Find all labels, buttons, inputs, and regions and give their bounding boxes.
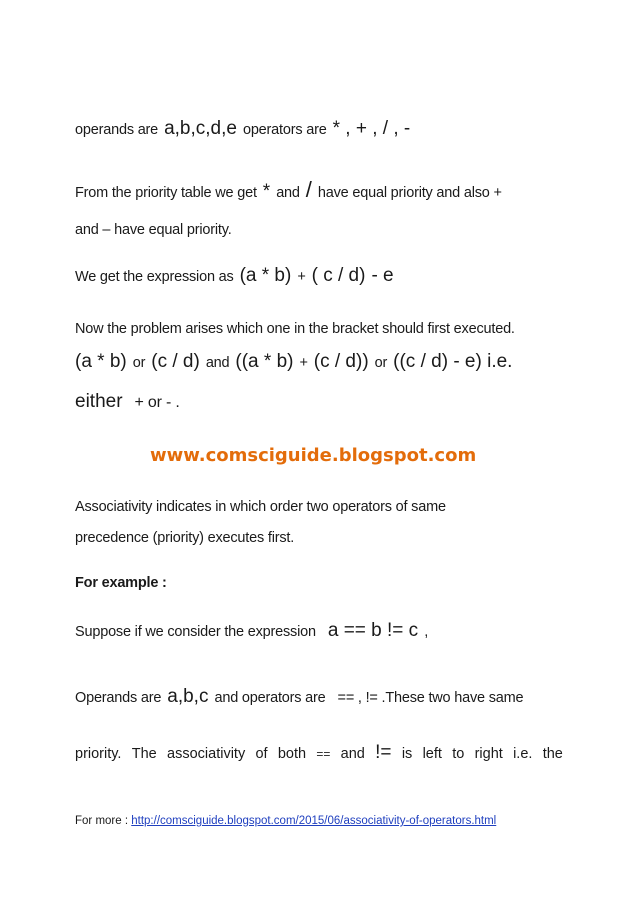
watermark-url: www.comsciguide.blogspot.com (150, 445, 477, 466)
example-heading: For example : (75, 575, 167, 591)
footer-label: For more : (75, 815, 129, 827)
suppose-line: Suppose if we consider the expression a == b != c , (75, 620, 429, 641)
associativity-definition-line-1: Associativity indicates in which order two operators of same (75, 499, 446, 515)
associativity-justified-line: priority. The associativity of both == and != is left to right i.e. the (75, 742, 563, 763)
bracket-options-line: (a * b) or (c / d) and ((a * b) + (c / d)) or ((c / d) - e) i.e. (75, 351, 513, 372)
footer (75, 815, 496, 827)
either-line: either + or - . (75, 391, 180, 412)
equal-priority-line: and – have equal priority. (75, 222, 232, 238)
operands-line: operands are a,b,c,d,e operators are * , + , / , - (75, 118, 411, 139)
problem-line: Now the problem arises which one in the bracket should first executed. (75, 321, 515, 337)
associativity-definition-line-2: precedence (priority) executes first. (75, 530, 295, 546)
expression-line: We get the expression as (a * b) + ( c / d) - e (75, 265, 394, 286)
footer-link[interactable]: http://comsciguide.blogspot.com/2015/06/associativity-of-operators.html (131, 815, 497, 827)
operands-operators-line: Operands are a,b,c and operators are == , != .These two have same (75, 686, 524, 707)
priority-line: From the priority table we get * and / have equal priority and also + (75, 177, 502, 202)
